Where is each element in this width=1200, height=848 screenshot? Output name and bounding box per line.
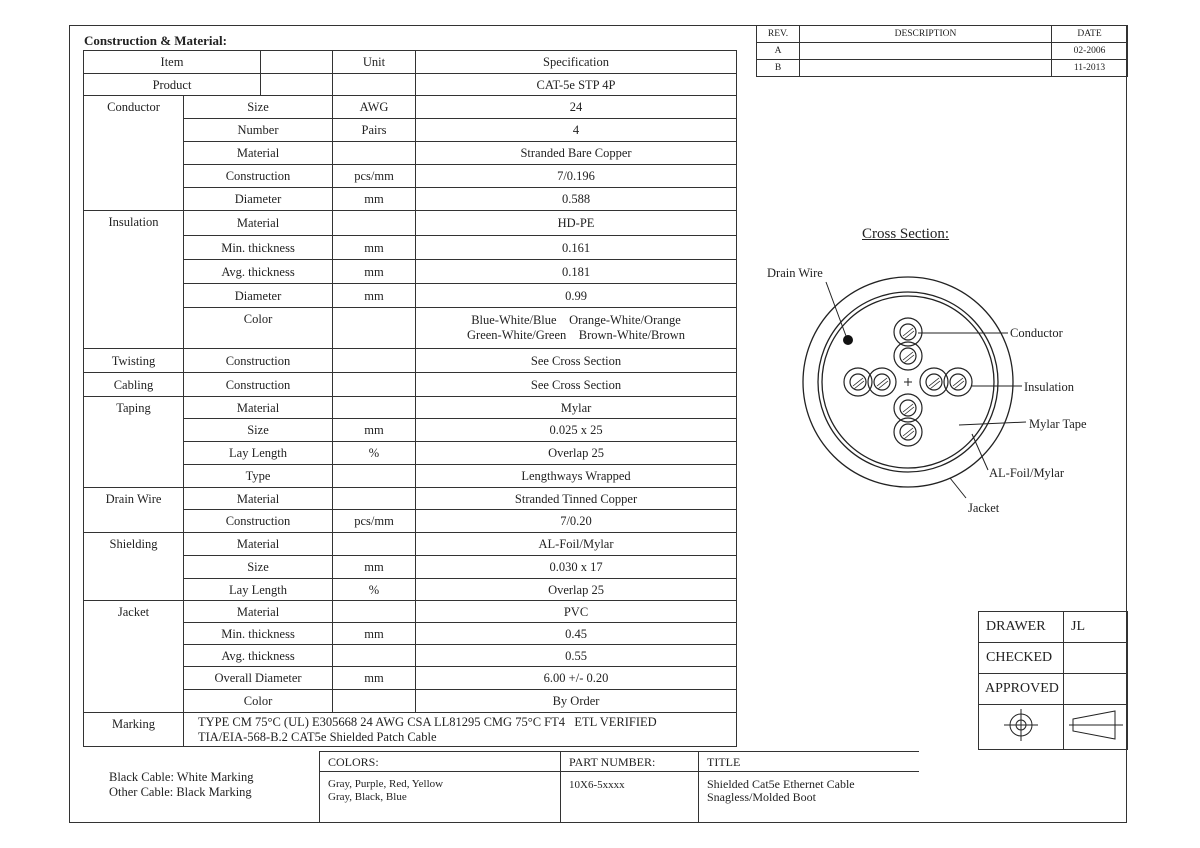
spec-cell: 6.00 +/- 0.20: [416, 667, 737, 690]
drawer-label: DRAWER: [979, 612, 1064, 643]
date-cell: 11-2013: [1052, 60, 1128, 77]
conductor-pair-bottom: [894, 394, 922, 446]
header-specification: Specification: [416, 51, 737, 74]
checked-row: [979, 643, 1128, 674]
category-marking: Marking: [84, 713, 184, 747]
spec-cell: AL-Foil/Mylar: [416, 533, 737, 556]
marking-line: TYPE CM 75°C (UL) E305668 24 AWG CSA LL81295 CMG 75°C FT4 ETL VERIFIED: [198, 715, 657, 729]
item-cell: Material: [184, 533, 333, 556]
spec-cell: HD-PE: [416, 211, 737, 236]
marking-note: [109, 770, 254, 800]
table-row: [84, 211, 737, 236]
spec-cell: See Cross Section: [416, 349, 737, 373]
revision-table: [756, 25, 1128, 77]
header-item: Item: [84, 51, 261, 74]
rev-cell: B: [757, 60, 800, 77]
spec-cell: 0.181: [416, 260, 737, 284]
table-row: [84, 601, 737, 623]
item-cell: Type: [184, 465, 333, 488]
unit-cell: [333, 373, 416, 397]
unit-cell: [333, 397, 416, 419]
category-drain-wire: Drain Wire: [84, 488, 184, 533]
category-cabling: Cabling: [84, 373, 184, 397]
category-jacket: Jacket: [84, 601, 184, 713]
item-cell: Diameter: [184, 188, 333, 211]
category-taping: Taping: [84, 397, 184, 488]
conductor-pair-right: [920, 368, 972, 396]
category-shielding: Shielding: [84, 533, 184, 601]
unit-cell: [333, 690, 416, 713]
spec-cell: 0.161: [416, 236, 737, 260]
unit-cell: pcs/mm: [333, 510, 416, 533]
spec-cell: Overlap 25: [416, 442, 737, 465]
item-cell: Diameter: [184, 284, 333, 308]
item-cell: Color: [184, 308, 333, 349]
checked-label: CHECKED: [979, 643, 1064, 674]
table-row: [84, 96, 737, 119]
spec-cell: 0.55: [416, 645, 737, 667]
construction-heading: Construction & Material:: [84, 33, 227, 48]
unit-cell: mm: [333, 623, 416, 645]
spec-cell: 7/0.196: [416, 165, 737, 188]
spec-cell: 24: [416, 96, 737, 119]
spec-cell: PVC: [416, 601, 737, 623]
item-cell: Construction: [184, 349, 333, 373]
item-cell: Material: [184, 601, 333, 623]
table-row-product: [84, 74, 737, 96]
spec-cell: Stranded Tinned Copper: [416, 488, 737, 510]
table-row: [84, 488, 737, 510]
title-value: [699, 772, 919, 823]
colors-line: Gray, Black, Blue: [328, 791, 407, 803]
unit-cell: mm: [333, 667, 416, 690]
colors-label: COLORS:: [320, 752, 561, 772]
unit-cell: [333, 308, 416, 349]
unit-cell: [333, 211, 416, 236]
item-cell: Construction: [184, 510, 333, 533]
item-cell: Construction: [184, 165, 333, 188]
product-value: CAT-5e STP 4P: [416, 74, 737, 96]
title-block-value-row: [320, 772, 919, 823]
marking-note-line: Black Cable: White Marking: [109, 770, 254, 784]
item-cell: Material: [184, 488, 333, 510]
product-unit: [333, 74, 416, 96]
item-cell: Number: [184, 119, 333, 142]
drain-wire-dot: [843, 335, 853, 345]
rev-header: REV.: [757, 26, 800, 43]
spec-cell: Stranded Bare Copper: [416, 142, 737, 165]
label-drain-wire: Drain Wire: [767, 266, 823, 280]
spec-cell: By Order: [416, 690, 737, 713]
conductor-pair-top: [894, 318, 922, 370]
spec-cell: 0.588: [416, 188, 737, 211]
item-cell: Overall Diameter: [184, 667, 333, 690]
title-block: [319, 751, 919, 823]
unit-cell: mm: [333, 260, 416, 284]
projection-symbol-cone: [1064, 705, 1128, 750]
title-line: Shielded Cat5e Ethernet Cable: [707, 777, 855, 791]
unit-cell: [333, 533, 416, 556]
marking-note-line: Other Cable: Black Marking: [109, 785, 252, 799]
unit-cell: %: [333, 579, 416, 601]
unit-cell: mm: [333, 284, 416, 308]
checked-value: [1064, 643, 1128, 674]
item-cell: Size: [184, 419, 333, 442]
revision-row: [757, 43, 1128, 60]
table-row: [84, 349, 737, 373]
rev-cell: A: [757, 43, 800, 60]
item-cell: Material: [184, 397, 333, 419]
table-row: [84, 713, 737, 747]
approved-row: [979, 674, 1128, 705]
unit-cell: mm: [333, 236, 416, 260]
item-cell: Min. thickness: [184, 236, 333, 260]
spec-cell: 0.99: [416, 284, 737, 308]
projection-cone-icon: [1067, 705, 1125, 745]
unit-cell: AWG: [333, 96, 416, 119]
date-cell: 02-2006: [1052, 43, 1128, 60]
unit-cell: [333, 349, 416, 373]
category-twisting: Twisting: [84, 349, 184, 373]
spec-cell: See Cross Section: [416, 373, 737, 397]
label-insulation: Insulation: [1024, 380, 1074, 394]
item-cell: Lay Length: [184, 442, 333, 465]
title-block-header-row: [320, 752, 919, 772]
spec-cell: Lengthways Wrapped: [416, 465, 737, 488]
header-blank: [261, 51, 333, 74]
approval-block: [978, 611, 1128, 750]
date-header: DATE: [1052, 26, 1128, 43]
item-cell: Material: [184, 142, 333, 165]
projection-circle-icon: [996, 705, 1046, 745]
unit-cell: Pairs: [333, 119, 416, 142]
unit-cell: [333, 645, 416, 667]
marking-line: TIA/EIA-568-B.2 CAT5e Shielded Patch Cable: [198, 730, 437, 744]
description-header: DESCRIPTION: [800, 26, 1052, 43]
item-cell: Size: [184, 556, 333, 579]
item-cell: Lay Length: [184, 579, 333, 601]
unit-cell: mm: [333, 556, 416, 579]
spec-cell-colors: [416, 308, 737, 349]
specification-table: [83, 50, 737, 747]
unit-cell: [333, 142, 416, 165]
approved-value: [1064, 674, 1128, 705]
category-conductor: Conductor: [84, 96, 184, 211]
marking-text: [184, 713, 737, 747]
category-insulation: Insulation: [84, 211, 184, 349]
colors-line: Gray, Purple, Red, Yellow: [328, 778, 444, 790]
product-label: Product: [84, 74, 261, 96]
conductor-pair-left: [844, 368, 896, 396]
spec-cell: Mylar: [416, 397, 737, 419]
unit-cell: [333, 465, 416, 488]
approved-label: APPROVED: [979, 674, 1064, 705]
unit-cell: pcs/mm: [333, 165, 416, 188]
label-jacket: Jacket: [968, 501, 1000, 515]
label-conductor: Conductor: [1010, 326, 1063, 340]
unit-cell: mm: [333, 419, 416, 442]
description-cell: [800, 60, 1052, 77]
table-row: [84, 373, 737, 397]
cross-section-title: Cross Section:: [862, 226, 950, 242]
item-cell: Construction: [184, 373, 333, 397]
color-line: Green-White/Green Brown-White/Brown: [467, 328, 685, 342]
title-label: TITLE: [699, 752, 919, 772]
spec-cell: 7/0.20: [416, 510, 737, 533]
part-number-value: 10X6-5xxxx: [561, 772, 699, 823]
revision-row: [757, 60, 1128, 77]
table-row: [84, 533, 737, 556]
product-blank: [261, 74, 333, 96]
header-unit: Unit: [333, 51, 416, 74]
description-cell: [800, 43, 1052, 60]
colors-value: [320, 772, 561, 823]
revision-header-row: [757, 26, 1128, 43]
unit-cell: [333, 488, 416, 510]
item-cell: Avg. thickness: [184, 260, 333, 284]
drawer-row: [979, 612, 1128, 643]
spec-cell: 4: [416, 119, 737, 142]
drawer-value: JL: [1064, 612, 1128, 643]
spec-cell: 0.030 x 17: [416, 556, 737, 579]
item-cell: Color: [184, 690, 333, 713]
unit-cell: [333, 601, 416, 623]
item-cell: Min. thickness: [184, 623, 333, 645]
color-line: Blue-White/Blue Orange-White/Orange: [471, 313, 681, 327]
item-cell: Avg. thickness: [184, 645, 333, 667]
title-line: Snagless/Molded Boot: [707, 790, 817, 804]
unit-cell: mm: [333, 188, 416, 211]
unit-cell: %: [333, 442, 416, 465]
label-al-foil-mylar: AL-Foil/Mylar: [989, 466, 1064, 480]
part-number-label: PART NUMBER:: [561, 752, 699, 772]
table-header-row: [84, 51, 737, 74]
spec-cell: 0.025 x 25: [416, 419, 737, 442]
item-cell: Material: [184, 211, 333, 236]
projection-symbol-circle: [979, 705, 1064, 750]
label-mylar-tape: Mylar Tape: [1029, 417, 1087, 431]
projection-row: [979, 705, 1128, 750]
spec-cell: 0.45: [416, 623, 737, 645]
item-cell: Size: [184, 96, 333, 119]
spec-cell: Overlap 25: [416, 579, 737, 601]
table-row: [84, 397, 737, 419]
